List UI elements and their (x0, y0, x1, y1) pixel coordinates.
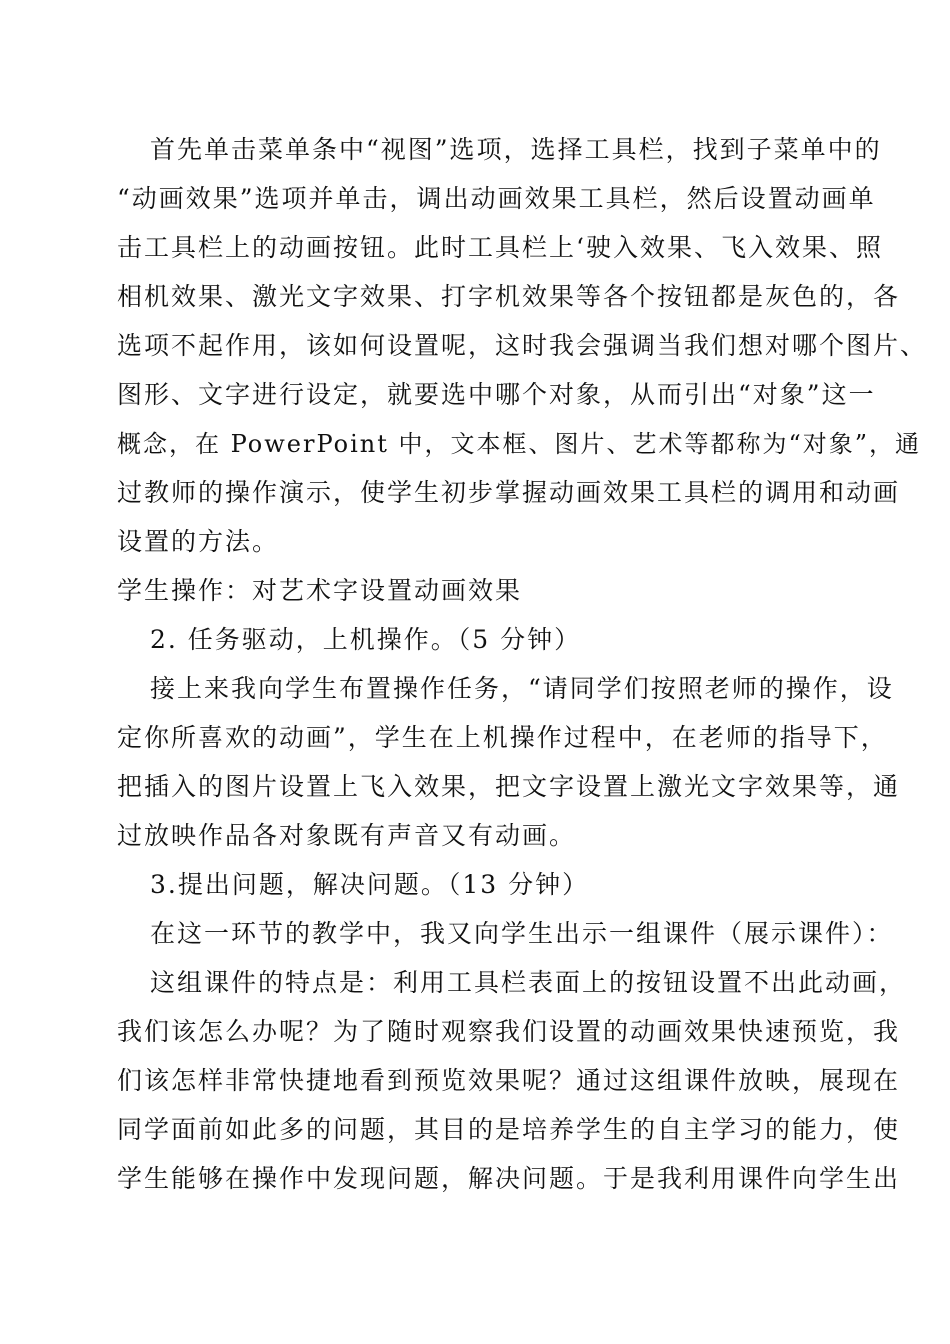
paragraph-line: 概念，在 PowerPoint 中，文本框、图片、艺术等都称为“对象”，通 (117, 430, 922, 458)
section-heading: 2. 任务驱动，上机操作。（5 分钟） (150, 625, 582, 654)
paragraph-line: 设置的方法。 (117, 527, 280, 556)
paragraph-line: 同学面前如此多的问题，其目的是培养学生的自主学习的能力，使 (117, 1115, 901, 1144)
section-label: 学生操作：对艺术字设置动画效果 (117, 576, 523, 605)
paragraph-line: 们该怎样非常快捷地看到预览效果呢？通过这组课件放映，展现在 (117, 1066, 901, 1095)
paragraph-line: 过放映作品各对象既有声音又有动画。 (117, 821, 577, 850)
paragraph-line: 首先单击菜单条中“视图”选项，选择工具栏，找到子菜单中的 (150, 135, 882, 164)
section-heading: 3.提出问题，解决问题。（13 分钟） (150, 870, 590, 899)
paragraph-line: 图形、文字进行设定，就要选中哪个对象，从而引出“对象”这一 (117, 380, 876, 409)
paragraph-line: 把插入的图片设置上飞入效果，把文字设置上激光文字效果等，通 (117, 772, 901, 801)
paragraph-line: 在这一环节的教学中，我又向学生出示一组课件（展示课件）： (150, 919, 894, 948)
paragraph-line: 相机效果、激光文字效果、打字机效果等各个按钮都是灰色的，各 (117, 282, 901, 311)
paragraph-line: 定你所喜欢的动画”，学生在上机操作过程中，在老师的指导下， (117, 723, 888, 752)
paragraph-line: 击工具栏上的动画按钮。此时工具栏上‘驶入效果、飞入效果、照 (117, 233, 883, 262)
paragraph-line: 接上来我向学生布置操作任务，“请同学们按照老师的操作，设 (150, 674, 894, 703)
paragraph-line: 选项不起作用，该如何设置呢，这时我会强调当我们想对哪个图片、 (117, 331, 928, 360)
paragraph-line: 学生能够在操作中发现问题，解决问题。于是我利用课件向学生出 (117, 1164, 901, 1193)
paragraph-line: 过教师的操作演示，使学生初步掌握动画效果工具栏的调用和动画 (117, 478, 901, 507)
paragraph-line: 我们该怎么办呢？为了随时观察我们设置的动画效果快速预览，我 (117, 1017, 901, 1046)
paragraph-line: 这组课件的特点是：利用工具栏表面上的按钮设置不出此动画， (150, 968, 907, 997)
paragraph-line: “动画效果”选项并单击，调出动画效果工具栏，然后设置动画单 (117, 184, 876, 213)
